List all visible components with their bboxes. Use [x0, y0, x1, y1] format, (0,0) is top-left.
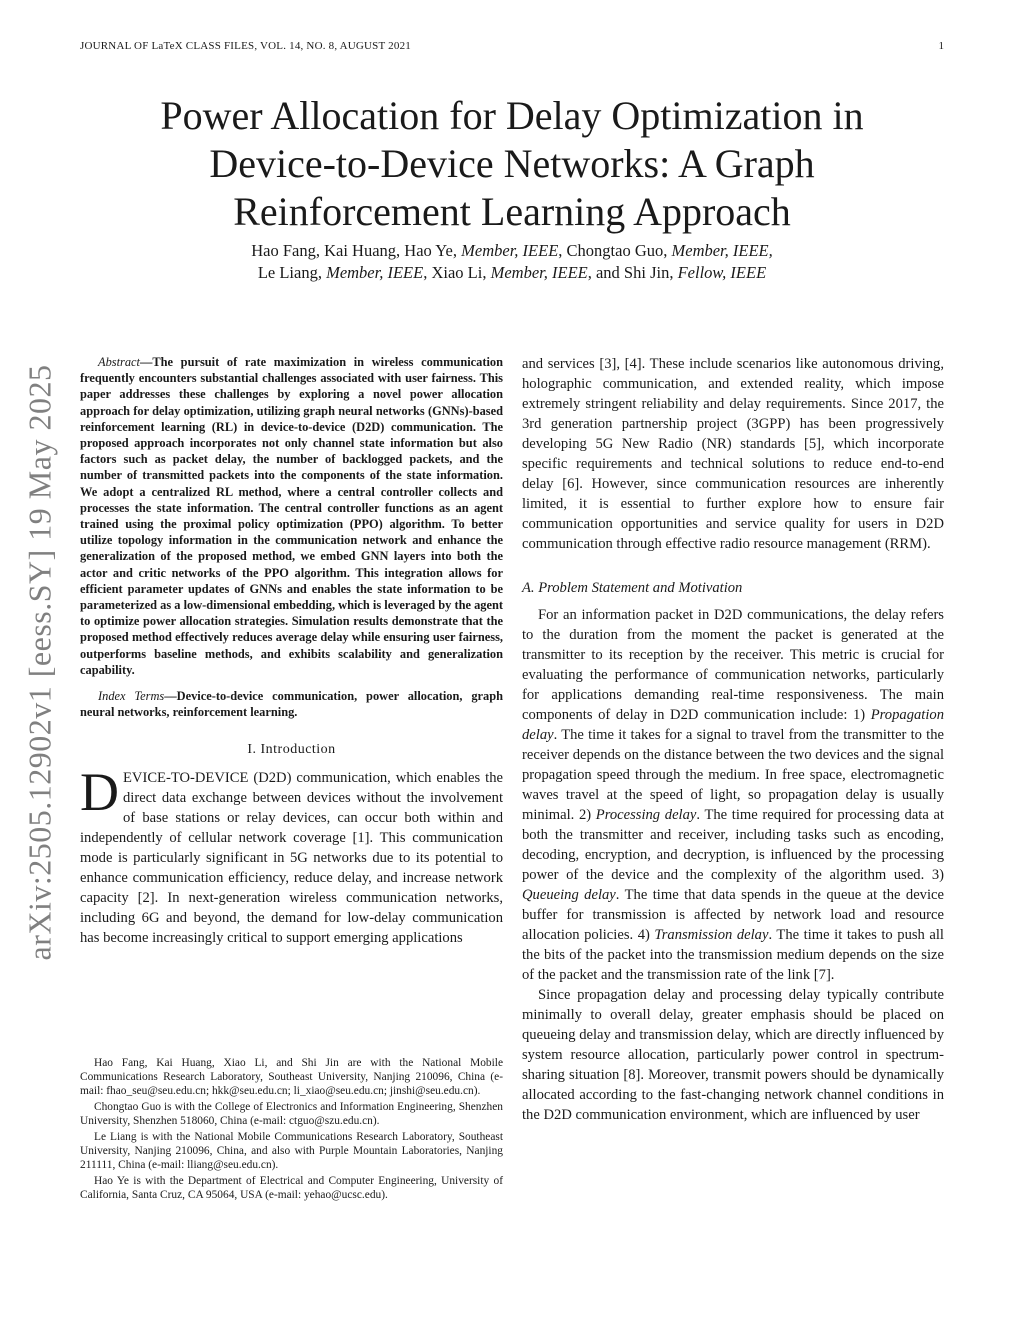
- arxiv-identifier-text: arXiv:2505.12902v1 [eess.SY] 19 May 2025: [21, 364, 58, 961]
- running-header: JOURNAL OF LaTeX CLASS FILES, VOL. 14, NO. 8, AUGUST 2021: [80, 40, 411, 52]
- abstract-lead: Abstract: [98, 355, 140, 369]
- section-heading-introduction: I. Introduction: [247, 742, 336, 758]
- index-terms: [80, 688, 503, 720]
- authors-line1-b: Member, IEEE: [461, 241, 559, 260]
- term-propagation-delay: Propagation delay: [522, 707, 944, 743]
- arxiv-identifier-stamp: [10, 350, 70, 975]
- para1-text-e: . The time required for processing data at both the transmitter and receiver, including tasks such as encoding, decoding, encryption, and decryption, is influenced by the processing power of the device and the complexity of the algorithm used. 3): [522, 807, 944, 883]
- term-processing-delay: Processing delay: [595, 807, 697, 823]
- abstract-text: —The pursuit of rate maximization in wireless communication frequently encounters substantial challenges associated with user fairness. This paper addresses these challenges by exploring a novel power allocation approach for delay optimization, utilizing graph neural networks (GNNs)-based reinforcement learning (RL) in device-to-device (D2D) communication. The proposed approach incorporates not only channel state information but also factors such as packet delay, the number of backlogged packets, and the number of transmitted packets into the components of the state information. We adopt a centralized RL method, where a central controller collects and processes the state information. The central controller functions as an agent trained using the proximal policy optimization (PPO) algorithm. To better utilize topology information in the communication network and enhance the generalization of the proposed method, we embed GNN layers into both the actor and critic networks of the PPO algorithm. This integration allows for efficient parameter updates of GNNs and enables the state information to be parameterized as a low-dimensional embedding, which is leveraged by the agent to optimize power allocation strategies. Simulation results demonstrate that the proposed method effectively reduces average delay while ensuring user fairness, outperforms baseline methods, and exhibits scalability and generalization capability.: [80, 355, 503, 677]
- dropcap-letter: D: [80, 762, 119, 823]
- authors-line2-d: Member, IEEE: [490, 263, 588, 282]
- motivation-paragraph: Since propagation delay and processing delay typically contribute minimally to overall delay, greater emphasis should be placed on queueing delay and transmission delay, which are directly influenced by system resource allocation, particularly power control in spectrum-sharing situation [8]. Moreover, transmit powers should be dynamically allocated according to the fast-changing network channel conditions in the D2D communication environment, which are influenced by user: [522, 987, 944, 1123]
- introduction-text: EVICE-TO-DEVICE (D2D) communication, which enables the direct data exchange between devices without the involvement of base stations or relay devices, can occur both within and independently of cellular network coverage [1]. This communication mode is particularly significant in 5G networks due to its potential to enhance communication efficiency, reduce delay, and increase network capacity [2]. In next-generation wireless communication networks, including 6G and beyond, the demand for low-delay communication has become increasingly critical to support emerging applications: [80, 770, 503, 947]
- author-footnotes: [80, 1056, 503, 1204]
- authors-line2-a: Le Liang,: [257, 263, 327, 282]
- author-list: [120, 240, 904, 284]
- delay-components-paragraph: [522, 605, 944, 985]
- subsection-heading-problem-statement: A. Problem Statement and Motivation: [522, 580, 743, 596]
- para1-text-c: . The time it takes for a signal to travel from the transmitter to the receiver depends on the distance between the two devices and the signal propagation speed through the medium. In free space, electromagnetic waves travel at the speed of light, so propagation delay is usually minimal. 2): [522, 727, 944, 823]
- para1-text-a: For an information packet in D2D communications, the delay refers to the duration from the moment the packet is generated at the transmitter to its reception by the receiver. This metric is crucial for evaluating the performance of communication networks, particularly for applications demanding real-time responsiveness. The main components of delay in D2D communication include: 1): [522, 607, 944, 723]
- footnote-item: Hao Ye is with the Department of Electrical and Computer Engineering, University of California, Santa Cruz, CA 95064, USA (e-mail: yehao@ucsc.edu).: [80, 1175, 503, 1201]
- authors-line1-c: , Chongtao Guo,: [558, 241, 672, 260]
- term-queueing-delay: Queueing delay: [522, 887, 616, 903]
- page-number: 1: [938, 40, 944, 52]
- index-terms-lead: Index Terms: [98, 689, 165, 704]
- right-column: [522, 354, 944, 1125]
- paper-title: Power Allocation for Delay Optimization in Device-to-Device Networks: A Graph Reinforcement Learning Approach: [160, 93, 864, 234]
- authors-line2-c: , Xiao Li,: [423, 263, 491, 282]
- authors-line2-b: Member, IEEE: [326, 263, 424, 282]
- authors-line1-a: Hao Fang, Kai Huang, Hao Ye,: [251, 241, 462, 260]
- left-column: [80, 354, 503, 948]
- para1-text-i: . The time it takes to push all the bits of the packet into the transmission medium depends on the size of the packet and the transmission rate of the link [7].: [522, 927, 944, 983]
- term-transmission-delay: Transmission delay: [654, 927, 769, 943]
- authors-line2-f: Fellow, IEEE: [677, 263, 767, 282]
- authors-line2-e: , and Shi Jin,: [587, 263, 678, 282]
- footnote-item: Le Liang is with the National Mobile Communications Research Laboratory, Southeast University, Nanjing 210096, China, and also with Purple Mountain Laboratories, Nanjing 211111, China (e-mail: lliang@seu.edu.cn).: [80, 1131, 503, 1171]
- index-terms-text: —Device-to-device communication, power allocation, graph neural networks, reinforcement learning.: [80, 689, 503, 720]
- para1-text-g: . The time that data spends in the queue at the device buffer for transmission is affected by network load and resource allocation policies. 4): [522, 887, 944, 943]
- footnote-item: Hao Fang, Kai Huang, Xiao Li, and Shi Jin are with the National Mobile Communications Research Laboratory, Southeast University, Nanjing 210096, China (e-mail: fhao_seu@seu.edu.cn; hkk@seu.edu.cn; li_xiao@seu.edu.cn; jinshi@seu.edu.cn).: [80, 1057, 503, 1097]
- introduction-paragraph: [80, 762, 503, 948]
- introduction-continuation: and services [3], [4]. These include scenarios like autonomous driving, holographic communication, and extended reality, which impose extremely stringent reliability and delay requirements. Since 2017, the 3rd generation partnership project (3GPP) has been progressively developing 5G New Radio (NR) standards [5], which incorporate specific requirements and technical solutions to reduce end-to-end delay [6]. However, since communication resources are inherently limited, it is essential to further explore how to ensure fair communication opportunities and service quality for users in D2D communication through effective radio resource management (RRM).: [522, 356, 944, 552]
- authors-line1-d: Member, IEEE,: [671, 241, 773, 260]
- footnote-item: Chongtao Guo is with the College of Electronics and Information Engineering, Shenzhen University, Shenzhen 518060, China (e-mail: ctguo@szu.edu.cn).: [80, 1101, 503, 1127]
- abstract: [80, 354, 503, 678]
